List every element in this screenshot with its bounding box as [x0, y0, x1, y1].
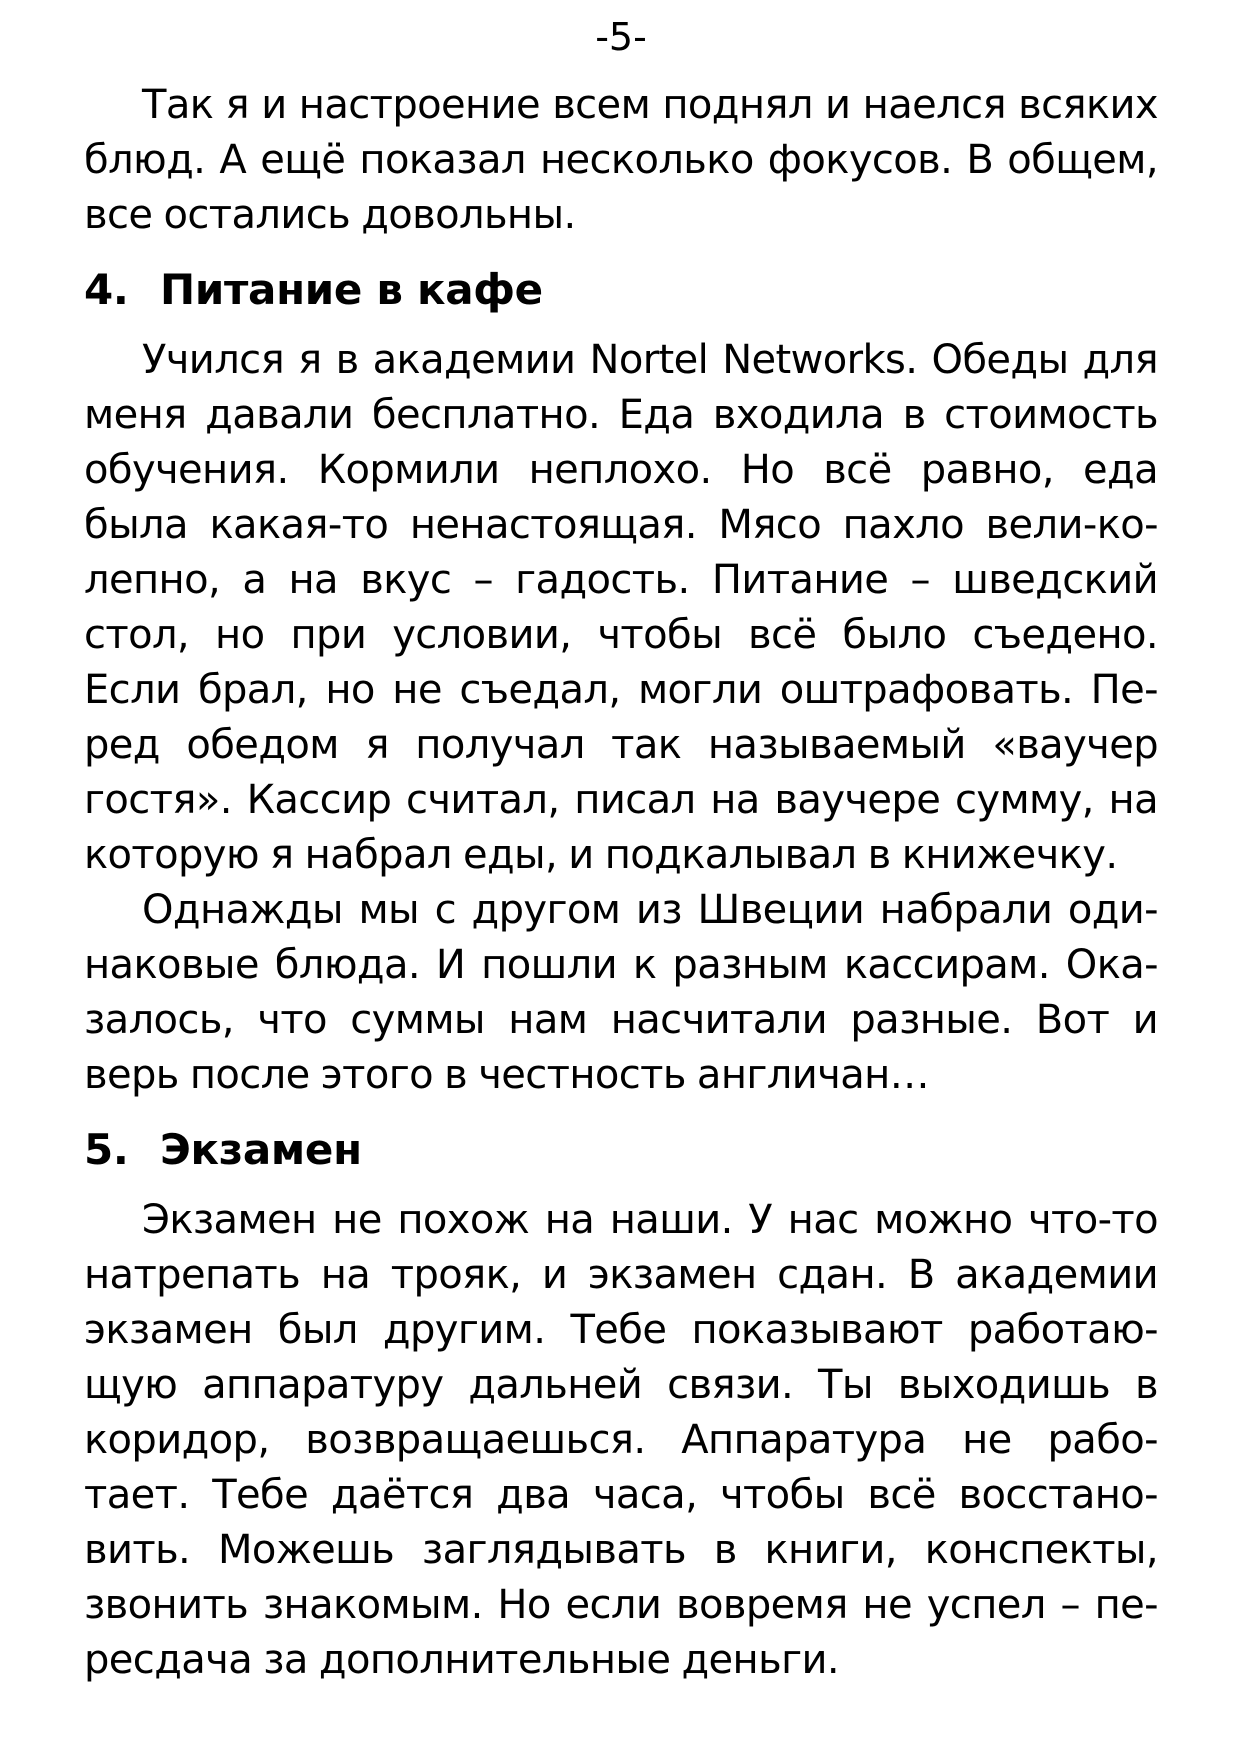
section-title: Экзамен	[160, 1125, 362, 1174]
section-heading-5	[84, 1125, 1158, 1175]
section-heading-4	[84, 265, 1158, 315]
section-title: Питание в кафе	[160, 265, 543, 314]
section-5-paragraph-1: Экзамен не похож на наши. У нас можно что-то натрепать на трояк, и экзамен сдан. В академии экзамен был другим. Тебе показывают работаю-щую аппаратуру дальней связи. Ты выходишь в коридор, возвращаешься. Аппаратура не рабо-тает. Тебе даётся два часа, чтобы всё восстано-вить. Можешь заглядывать в книги, конспекты, звонить знакомым. Но если вовремя не успел – пе-ресдача за дополнительные деньги.	[84, 1197, 1158, 1683]
section-number: 5.	[84, 1125, 129, 1174]
section-4-paragraph-1: Учился я в академии Nortel Networks. Обеды для меня давали бесплатно. Еда входила в стоимость обучения. Кормили неплохо. Но всё равно, еда была какая-то ненастоящая. Мясо пахло вели-ко-лепно, а на вкус – гадость. Питание – шведский стол, но при условии, чтобы всё было съедено. Если брал, но не съедал, могли оштрафовать. Пе-ред обедом я получал так называемый «ваучер гостя». Кассир считал, писал на ваучере сумму, на которую я набрал еды, и подкалывал в книжечку.	[84, 337, 1158, 878]
intro-paragraph: Так я и настроение всем поднял и наелся всяких блюд. А ещё показал несколько фокусов. В общем, все остались довольны.	[84, 82, 1158, 238]
page-number: -5-	[595, 15, 647, 59]
document-page	[84, 0, 1158, 1688]
section-4-paragraph-2: Однажды мы с другом из Швеции набрали оди-наковые блюда. И пошли к разным кассирам. Ока-залось, что суммы нам насчитали разные. Вот и верь после этого в честность англичан…	[84, 887, 1158, 1098]
section-number: 4.	[84, 265, 129, 314]
